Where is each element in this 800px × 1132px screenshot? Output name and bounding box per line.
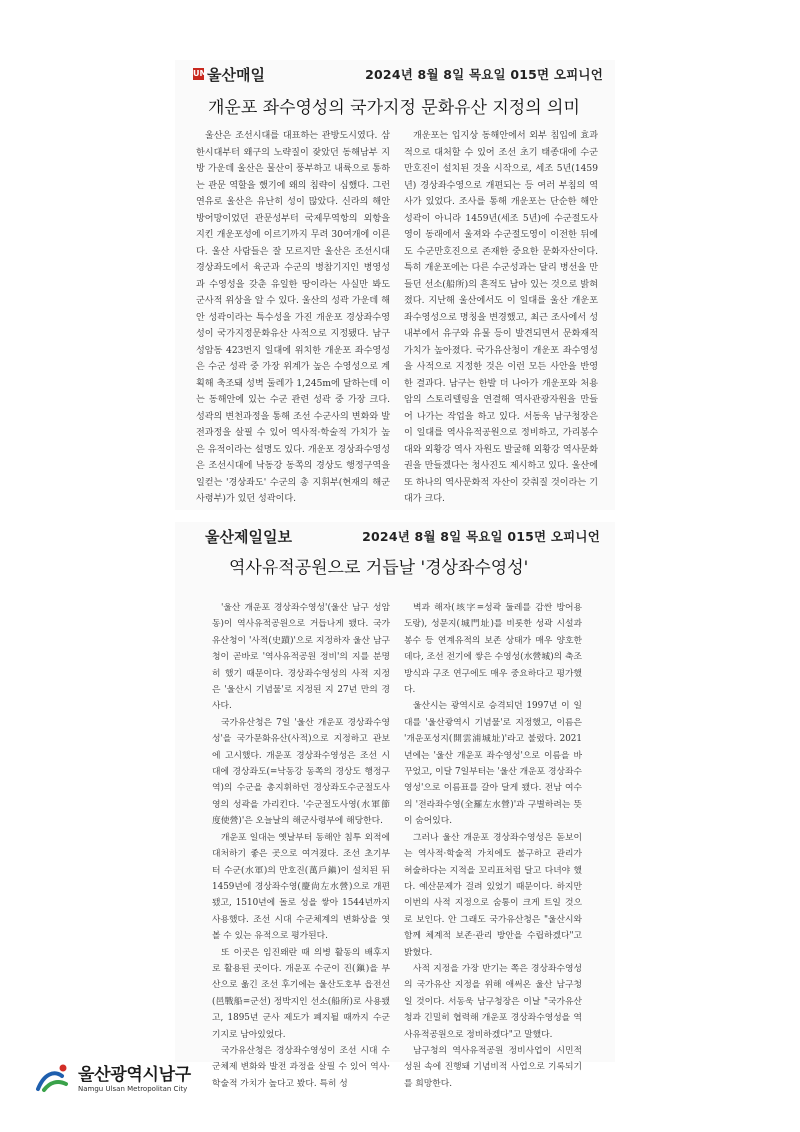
namgu-emblem-icon (36, 1062, 72, 1092)
article-column-right (404, 128, 598, 504)
paragraph: 국가유산청은 7일 '울산 개운포 경상좌수영성'을 국가문화유산(사적)으로 지정하고 관보에 고시했다. 개운포 경상좌수영성은 조선 시대에 경상좌도(=낙동강 동쪽의 경상도 행정구역)의 수군을 총지휘하던 경상좌도수군절도사영의 성곽을 가리킨다. '수군절도사영(水軍節度使營)'은 오늘날의 해군사령부에 해당한다. (212, 717, 390, 827)
publisher-name: 울산제일일보 (205, 527, 292, 546)
paragraph: 그러나 울산 개운포 경상좌수영성은 돋보이는 역사적·학술적 가치에도 불구하고 관리가 허술하다는 지적을 꼬리표처럼 달고 다녀야 했다. 예산문제가 걸려 있었기 때문이다. 하지만 이번의 사적 지정으로 숨통이 크게 트일 것으로 보인다. 안 그래도 국가유산청은 "울산시와 함께 체계적 보존·관리 방안을 수립하겠다"고 밝혔다. (404, 832, 582, 958)
paragraph: '울산 개운포 경상좌수영성'(울산 남구 성암동)이 역사유적공원으로 거듭나게 됐다. 국가유산청이 '사적(史蹟)'으로 지정하자 울산 남구청이 곧바로 '역사유적공원 정비'의 지를 분명히 했기 때문이다. 경상좌수영성의 사적 지정은 '울산시 기념물'로 지정된 지 27년 만의 경사다. (212, 603, 390, 712)
article-column-right (404, 600, 582, 1089)
masthead-ulsan-jeil (205, 526, 600, 546)
masthead-ulsan-maeil (193, 64, 603, 84)
org-name-en: Namgu Ulsan Metropolitan City (78, 1085, 188, 1093)
article-headline: 역사유적공원으로 거듭날 '경상좌수영성' (229, 558, 529, 578)
namgu-logo (36, 1060, 191, 1093)
dateline: 2024년 8월 8일 목요일 015면 오피니언 (365, 67, 603, 82)
paragraph: 사적 지정을 가장 반기는 쪽은 경상좌수영성의 국가유산 지정을 위해 애써온 울산 남구청일 것이다. 서동욱 남구청장은 이날 "국가유산청과 긴밀히 협력해 개운포 경상좌수영성을 역사유적공원으로 정비하겠다"고 말했다. (404, 963, 582, 1040)
paragraph: 남구청의 역사유적공원 정비사업이 시민적 성원 속에 진행돼 기념비적 사업으로 기록되기를 희망한다. (404, 1045, 582, 1089)
paragraph: 개운포 일대는 옛날부터 동해안 침투 외적에 대처하기 좋은 곳으로 여겨졌다. 조선 초기부터 수군(水軍)의 만호진(萬戶鎭)이 설치된 뒤 1459년에 경상좌수영(慶尙左水營)으로 개편됐고, 1510년에 돌로 성을 쌓아 1544년까지 사용했다. 조선 시대 수군체계의 변화상을 엿볼 수 있는 유적으로 평가된다. (212, 832, 390, 942)
paragraph: 울산은 조선시대를 대표하는 관방도시였다. 삼한시대부터 왜구의 노략질이 잦았던 동해남부 지방 가운데 울산은 물산이 풍부하고 내륙으로 통하는 관문 역할을 했기에 왜의 침략이 심했다. 그런 연유로 울산은 유난히 성이 많았다. 신라의 해안방어망이었던 관문성부터 국제무역항의 외항을 지킨 개운포성에 이르기까지 무려 30여개에 이른다. 울산 사람들은 잘 모르지만 울산은 조선시대 경상좌도에서 육군과 수군의 병참기지인 병영성과 수영성을 갖춘 유일한 땅이라는 사실만 봐도 군사적 위상을 알 수 있다. 울산의 성곽 가운데 해안 성곽이라는 특수성을 가진 개운포 경상좌수영성이 국가지정문화유산 사적으로 지정됐다. 남구 성암동 423번지 일대에 위치한 개운포 좌수영성은 수군 성곽 중 가장 위계가 높은 수영성으로 계획해 축조돼 성벽 둘레가 1,245m에 달하는데 이는 동해안에 있는 수군 관련 성곽 중 가장 크다. 성곽의 변천과정을 통해 조선 수군사의 변화와 발전과정을 살필 수 있어 역사적·학술적 가치가 높은 유적이라는 설명도 있다. 개운포 경상좌수영성은 조선시대에 낙동강 동쪽의 경상도 행정구역을 일컫는 '경상좌도' 수군의 총 지휘부(현재의 해군사령부)가 있던 성곽이다. (196, 131, 390, 504)
paragraph: 벽과 해자(垓字=성곽 둘레를 감싼 방어용 도랑), 성문지(城門址)를 비롯한 성곽 시설과 봉수 등 연계유적의 보존 상태가 매우 양호한 데다, 조선 전기에 쌓은 수영성(水營城)의 축조 방식과 구조 연구에도 매우 중요하다고 평가했다. (404, 603, 582, 696)
paragraph: 울산시는 광역시로 승격되던 1997년 이 일대를 '울산광역시 기념물'로 지정했고, 이름은 '개운포성지(開雲浦城址)'라고 불렀다. 2021년에는 '울산 개운포 좌수영성'으로 이름을 바꾸었고, 이달 7일부터는 '울산 개운포 경상좌수영성'으로 이름표를 갈아 달게 됐다. 전남 여수의 '전라좌수영(全羅左水營)'과 구별하려는 뜻이 숨어있다. (404, 701, 582, 827)
article-column-left (196, 128, 390, 504)
dateline: 2024년 8월 8일 목요일 015면 오피니언 (362, 529, 600, 544)
publisher-logo (193, 64, 265, 85)
paragraph: 국가유산청은 경상좌수영성이 조선 시대 수군체제 변화와 발전 과정을 살필 수 있어 역사·학술적 가치가 높다고 봤다. 특히 성 (212, 1045, 390, 1089)
article-headline: 개운포 좌수영성의 국가지정 문화유산 지정의 의미 (208, 98, 580, 118)
publisher-mark-icon: UM (193, 69, 208, 78)
article-column-left (212, 600, 390, 1089)
org-name: 울산광역시남구 (78, 1065, 191, 1085)
paragraph: 개운포는 입지상 동해안에서 외부 침입에 효과적으로 대처할 수 있어 조선 초기 태종대에 수군 만호진이 설치된 것을 시작으로, 세조 5년(1459년) 경상좌수영으로 개편되는 등 여러 부침의 역사가 있었다. 조사를 통해 개운포는 단순한 해안 성곽이 아니라 1459년(세조 5년)에 수군절도사영이 동래에서 울져와 수군절도영이 이전한 뒤에도 수군만호진으로 존재한 중요한 문화자산이다. 특히 개운포에는 다른 수군성과는 달리 병선을 만들던 선소(船所)의 흔적도 남아 있는 것으로 밝혀졌다. 지난해 울산에서도 이 일대를 울산 개운포 좌수영성으로 명칭을 변경했고, 최근 조사에서 성 내부에서 유구와 유물 등이 발견되면서 문화재적 가치가 높아졌다. 국가유산청이 개운포 좌수영성을 사적으로 지정한 것은 이런 모든 사안을 반영한 결과다. 남구는 한발 더 나아가 개운포와 처용암의 스토리텔링을 연결해 역사관광자원을 만들어 나가는 작업을 하고 있다. 서동욱 남구청장은 이 일대를 역사유적공원으로 정비하고, 가리봉수대와 외황강 역사 자원도 발굴해 외황강 역사문화권을 만들겠다는 청사진도 제시하고 있다. 울산에 또 하나의 역사문화적 자산이 갖춰질 것이라는 기대가 크다. (404, 131, 598, 504)
publisher-name: 울산매일 (207, 65, 265, 84)
paragraph: 또 이곳은 임진왜란 때 의병 활동의 배후지로 활용된 곳이다. 개운포 수군이 진(鎭)을 부산으로 옮긴 조선 후기에는 울산도호부 읍전선(邑戰船=군선) 정박지인 선소(船所)로 사용됐고, 1895년 군사 제도가 폐지될 때까지 수군 기지로 남아있었다. (212, 947, 390, 1040)
